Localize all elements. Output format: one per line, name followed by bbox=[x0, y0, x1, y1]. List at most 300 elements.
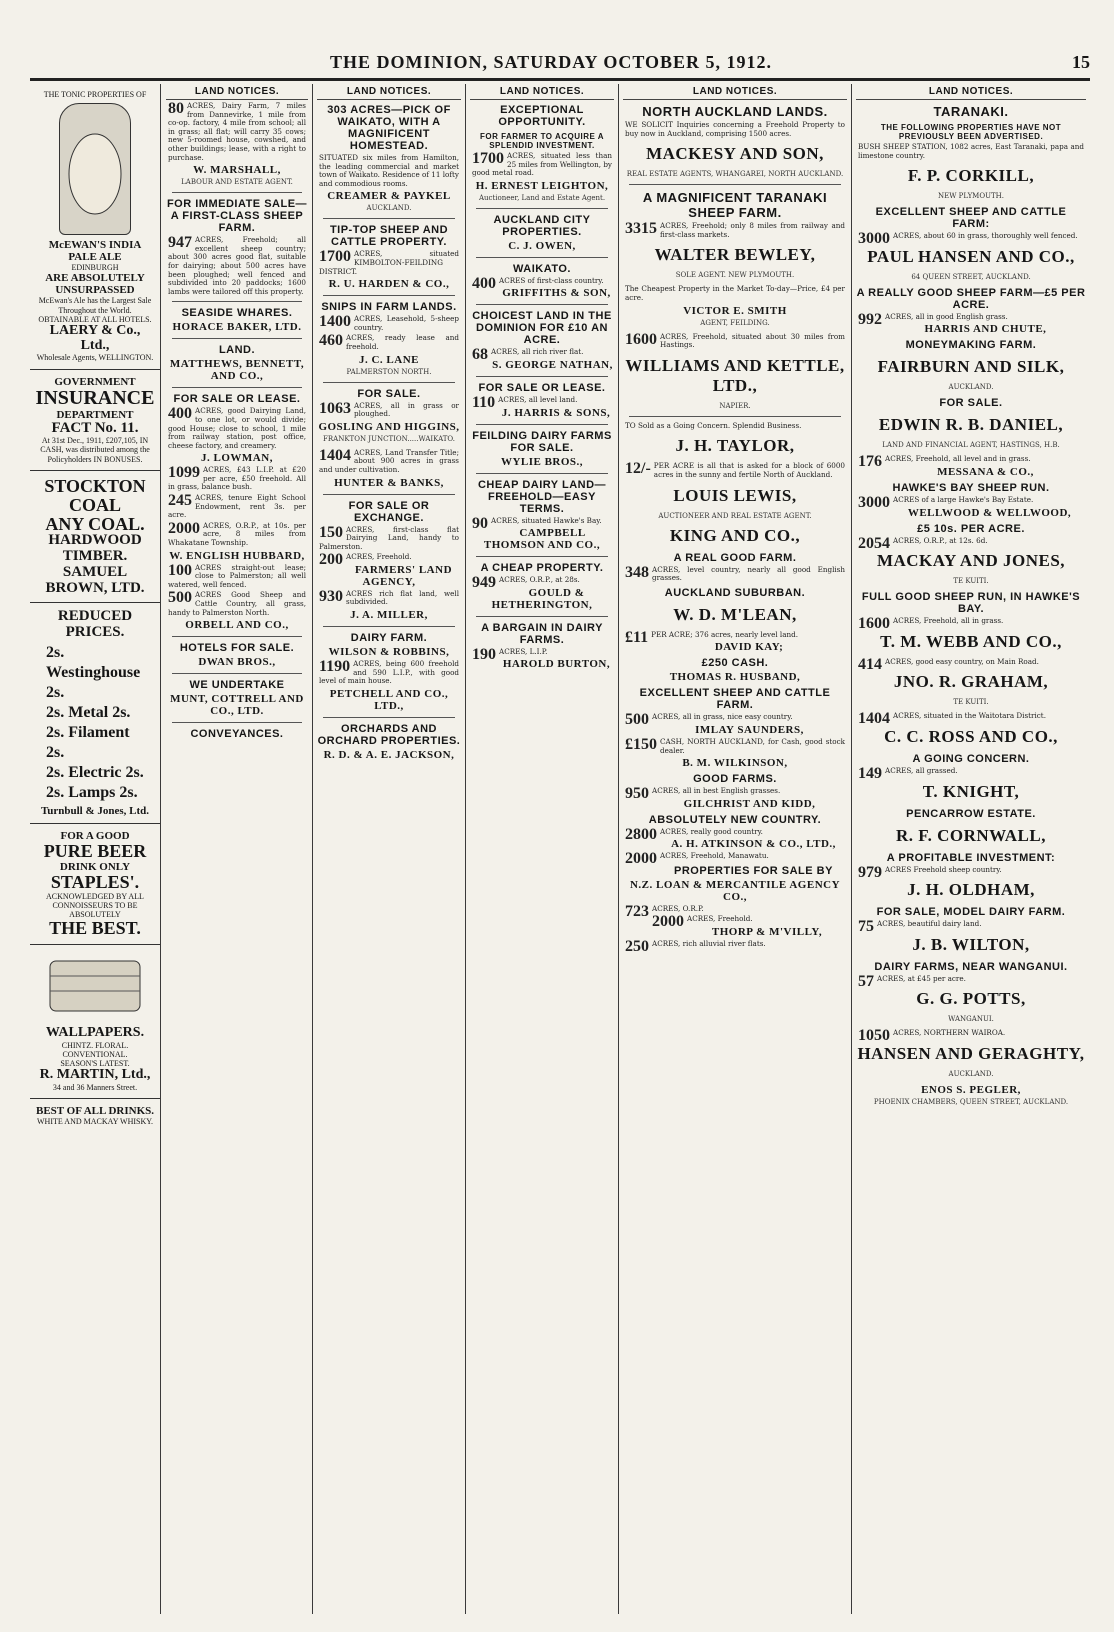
section-heading: FOR SALE. bbox=[357, 387, 421, 400]
listing-acreage: 245 bbox=[168, 492, 192, 510]
listing bbox=[472, 574, 612, 592]
listing bbox=[319, 399, 459, 419]
agent-name: J. H. TAYLOR, bbox=[675, 436, 795, 456]
agent-name: J. LOWMAN, bbox=[201, 452, 273, 465]
lamps-price-item: 2s. Lamps 2s. bbox=[46, 783, 138, 801]
agent-name: S. GEORGE NATHAN, bbox=[492, 358, 613, 371]
listing-text: ACRES, good easy country, on Main Road. bbox=[885, 656, 1039, 666]
section-heading: HAWKE'S BAY SHEEP RUN. bbox=[892, 481, 1050, 494]
agent-name: DAVID KAY; bbox=[714, 641, 784, 654]
listing-text: WE SOLICIT Inquiries concerning a Freehold Property to buy now in Auckland, comprising 1500 acres. bbox=[625, 120, 845, 138]
agent-name: THORP & M'VILLY, bbox=[711, 926, 823, 939]
listing-text: ACRES, NORTHERN WAIROA. bbox=[893, 1028, 1006, 1038]
divider bbox=[476, 208, 608, 209]
agent-name: N.Z. LOAN & MERCANTILE AGENCY CO., bbox=[629, 878, 841, 903]
listing bbox=[625, 628, 845, 646]
listing-acreage: 12/- bbox=[625, 460, 651, 478]
listing bbox=[625, 563, 845, 583]
listing-acreage: 2000 bbox=[652, 913, 684, 931]
agent-name: GILCHRIST AND KIDD, bbox=[683, 797, 816, 810]
section-heading: MONEYMAKING FARM. bbox=[905, 339, 1037, 352]
section-heading: A MAGNIFICENT TARANAKI SHEEP FARM. bbox=[642, 190, 828, 221]
listing bbox=[625, 938, 845, 956]
listing bbox=[858, 863, 1084, 881]
listing-text: ACRES, all in grass, nice easy country. bbox=[652, 712, 793, 722]
listing bbox=[858, 972, 1084, 990]
listing-acreage: 90 bbox=[472, 514, 488, 532]
listing-text: ACRES, level country, nearly all good English grasses. bbox=[652, 564, 845, 583]
land-notices-column-6 bbox=[852, 84, 1090, 1614]
listing-text: CASH, NORTH AUCKLAND, for Cash, good stock dealer. bbox=[660, 736, 845, 755]
listing bbox=[472, 152, 612, 178]
agent-subtitle: AUCTIONEER AND REAL ESTATE AGENT. bbox=[658, 511, 812, 520]
agent-name: H. ERNEST LEIGHTON, bbox=[475, 179, 609, 192]
listing-acreage: 1600 bbox=[625, 330, 657, 348]
listing-acreage: 250 bbox=[625, 938, 649, 956]
agent-name: J. H. OLDHAM, bbox=[907, 880, 1035, 900]
listing-text: ACRES, L.I.P. bbox=[499, 646, 548, 656]
lamps-price-item: 2s. Westinghouse 2s. bbox=[46, 643, 141, 701]
section-heading: GOOD FARMS. bbox=[693, 773, 777, 786]
agent-name: ENOS S. PEGLER, bbox=[921, 1083, 1021, 1096]
listing-acreage: 930 bbox=[319, 587, 343, 605]
listing bbox=[319, 523, 459, 552]
agent-name: HANSEN AND GERAGHTY, bbox=[857, 1043, 1085, 1063]
agent-name: WILLIAMS AND KETTLE, LTD., bbox=[625, 355, 845, 395]
listing-acreage: 992 bbox=[858, 310, 882, 328]
agent-name: EDWIN R. B. DANIEL, bbox=[878, 415, 1064, 435]
wallpaper-season: SEASON'S LATEST. bbox=[60, 1059, 130, 1069]
coal-line-3: HARDWOOD TIMBER. bbox=[48, 532, 142, 565]
listing-acreage: 979 bbox=[858, 863, 882, 881]
listing-acreage: 950 bbox=[625, 785, 649, 803]
listing-text: SITUATED six miles from Hamilton, the leading commercial and market town of Waikato. Residence of 11 lofty and commodious rooms. bbox=[319, 153, 459, 188]
listing-acreage: 2000 bbox=[625, 850, 657, 868]
listing-text: ACRES, being 600 freehold and 590 L.I.P., with good level of main house. bbox=[319, 659, 459, 686]
listing-text: ACRES, Freehold, situated about 30 miles from Hastings. bbox=[660, 331, 845, 350]
divider bbox=[629, 416, 841, 417]
listing-text: TO Sold as a Going Concern. Splendid Business. bbox=[625, 420, 802, 430]
listing-text: ACRES, beautiful dairy land. bbox=[877, 919, 982, 929]
listing-text: ACRES, really good country. bbox=[660, 826, 763, 836]
drinks-line: WHITE AND MACKAY WHISKY. bbox=[36, 1117, 153, 1127]
listing bbox=[168, 407, 306, 450]
listing-acreage: 2054 bbox=[858, 534, 890, 552]
divider bbox=[476, 304, 608, 305]
section-heading: DAIRY FARM. bbox=[350, 632, 428, 645]
agent-name: HARRIS AND CHUTE, bbox=[924, 323, 1047, 336]
agent-name: T. KNIGHT, bbox=[922, 781, 1020, 801]
listing-acreage: 1400 bbox=[319, 313, 351, 331]
section-heading: TIP-TOP SHEEP AND CATTLE PROPERTY. bbox=[329, 224, 449, 249]
listing bbox=[858, 534, 1084, 552]
section-heading: FOR SALE OR EXCHANGE. bbox=[348, 499, 430, 524]
divider bbox=[172, 338, 302, 339]
column-heading: LAND NOTICES. bbox=[856, 84, 1086, 100]
listing-text: ACRES, all rich river flat. bbox=[491, 347, 584, 357]
divider bbox=[172, 301, 302, 302]
section-heading: 303 ACRES—PICK OF WAIKATO, WITH A MAGNIFICENT HOMESTEAD. bbox=[327, 104, 451, 152]
listing-text: ACRES, all in grass or ploughed. bbox=[354, 400, 459, 419]
listing bbox=[858, 493, 1084, 511]
listing bbox=[319, 315, 459, 332]
section-heading: A PROFITABLE INVESTMENT: bbox=[886, 851, 1056, 864]
beer-line-5: ACKNOWLEDGED BY ALL CONNOISSEURS TO BE ABSOLUTELY bbox=[46, 891, 144, 920]
listing-acreage: 1063 bbox=[319, 399, 351, 417]
divider bbox=[172, 387, 302, 388]
agent-name: G. G. POTTS, bbox=[916, 989, 1026, 1009]
listing bbox=[858, 230, 1084, 248]
divider bbox=[323, 626, 455, 627]
bottle-label-svg bbox=[60, 104, 130, 234]
ale-name: McEWAN'S INDIA PALE ALE bbox=[48, 239, 142, 264]
listing-text: ACRES Good Sheep and Cattle Country, all grass, handy to Palmerston North. bbox=[168, 590, 306, 617]
listing bbox=[625, 913, 845, 931]
section-subheading: FOR FARMER TO ACQUIRE A SPLENDID INVESTMENT. bbox=[479, 132, 605, 150]
listing bbox=[625, 222, 845, 239]
listing bbox=[858, 1027, 1084, 1045]
listing-acreage: 80 bbox=[168, 100, 184, 117]
section-heading: CHEAP DAIRY LAND—FREEHOLD—EASY TERMS. bbox=[477, 478, 607, 515]
listing-text: ACRES, about 60 in grass, thoroughly well fenced. bbox=[893, 231, 1078, 241]
section-heading: FULL GOOD SHEEP RUN, IN HAWKE'S BAY. bbox=[861, 591, 1081, 616]
divider bbox=[476, 376, 608, 377]
listing-acreage: 500 bbox=[168, 589, 192, 607]
listing bbox=[168, 236, 306, 296]
section-heading: FEILDING DAIRY FARMS FOR SALE. bbox=[472, 429, 612, 454]
beer-ad bbox=[30, 824, 160, 945]
section-heading: HOTELS FOR SALE. bbox=[179, 642, 295, 655]
listing-acreage: 500 bbox=[625, 711, 649, 729]
listing-text: ACRES, Freehold. bbox=[687, 914, 753, 924]
section-heading: SNIPS IN FARM LANDS. bbox=[321, 301, 457, 314]
beer-line-2: PURE BEER bbox=[43, 840, 147, 861]
listing-acreage: 149 bbox=[858, 764, 882, 782]
listing-text: BUSH SHEEP STATION, 1082 acres, East Taranaki, papa and limestone country. bbox=[858, 142, 1084, 160]
section-heading: FOR SALE. bbox=[939, 397, 1003, 410]
drinks-ad bbox=[30, 1099, 160, 1132]
section-heading: SEASIDE WHARES. bbox=[181, 307, 293, 320]
listing-acreage: 460 bbox=[319, 332, 343, 350]
agent-name: KING AND CO., bbox=[669, 525, 801, 545]
land-notices-column-4 bbox=[466, 84, 619, 1614]
section-heading: CHOICEST LAND IN THE DOMINION FOR £10 AN ACRE. bbox=[472, 310, 612, 347]
agent-name: F. P. CORKILL, bbox=[907, 166, 1035, 186]
agent-subtitle: AGENT, FEILDING. bbox=[700, 318, 770, 327]
listing-text: The Cheapest Property in the Market To-day—Price, £4 per acre. bbox=[625, 284, 845, 302]
listing-text: ACRES, Freehold, all in grass. bbox=[893, 616, 1004, 626]
agent-name: FARMERS' LAND AGENCY, bbox=[354, 563, 453, 588]
listing-text: PER ACRE; 376 acres, nearly level land. bbox=[651, 629, 799, 639]
agent-subtitle: AUCKLAND. bbox=[948, 383, 994, 392]
listing bbox=[625, 330, 845, 350]
listing bbox=[625, 735, 845, 755]
listing-acreage: 400 bbox=[168, 405, 192, 423]
listing-acreage: 1404 bbox=[319, 446, 351, 464]
agent-name: THOMAS R. HUSBAND, bbox=[669, 671, 801, 684]
agent-name: MACKAY AND JONES, bbox=[876, 551, 1066, 571]
lamps-agent: Turnbull & Jones, Ltd. bbox=[40, 804, 150, 817]
lamps-price-item: 2s. Filament 2s. bbox=[46, 723, 130, 761]
divider bbox=[172, 673, 302, 674]
listing bbox=[858, 764, 1084, 782]
section-heading: A CHEAP PROPERTY. bbox=[480, 562, 604, 575]
beer-line-3: DRINK ONLY bbox=[59, 860, 131, 873]
beer-line-6: THE BEST. bbox=[49, 918, 141, 939]
listing bbox=[472, 645, 612, 663]
agent-subtitle: FRANKTON JUNCTION.....WAIKATO. bbox=[323, 434, 455, 443]
divider bbox=[476, 424, 608, 425]
agent-subtitle: Auctioneer, Land and Estate Agent. bbox=[478, 193, 606, 202]
listing-text: ACRES, Freehold, Manawatu. bbox=[660, 851, 769, 861]
divider bbox=[323, 218, 455, 219]
section-heading: AUCKLAND CITY PROPERTIES. bbox=[493, 213, 591, 238]
agent-subtitle: AUCKLAND. bbox=[366, 204, 412, 213]
ale-banner: THE TONIC PROPERTIES OF bbox=[43, 90, 147, 99]
divider bbox=[476, 473, 608, 474]
agent-name: PETCHELL AND CO., LTD., bbox=[329, 687, 449, 712]
divider bbox=[323, 494, 455, 495]
section-heading: ABSOLUTELY NEW COUNTRY. bbox=[648, 813, 822, 826]
agent-subtitle: WANGANUI. bbox=[948, 1015, 994, 1024]
section-heading: PROPERTIES FOR SALE BY bbox=[674, 864, 833, 877]
listing bbox=[168, 494, 306, 520]
section-heading: A REAL GOOD FARM. bbox=[673, 551, 797, 564]
agent-name: WALTER BEWLEY, bbox=[654, 245, 816, 265]
agent-subtitle: SOLE AGENT. NEW PLYMOUTH. bbox=[675, 271, 795, 280]
ale-bottle-illustration bbox=[59, 103, 131, 235]
ale-text: McEwan's Ale has the Largest Sale Throughout the World. bbox=[38, 296, 152, 315]
wallpaper-agent: R. MARTIN, Ltd., bbox=[39, 1067, 151, 1083]
listing-acreage: 200 bbox=[319, 551, 343, 569]
section-heading: WE UNDERTAKE bbox=[189, 679, 285, 692]
agent-subtitle: LABOUR AND ESTATE AGENT. bbox=[181, 178, 293, 187]
listing bbox=[625, 462, 845, 479]
agent-name: J. B. WILTON, bbox=[912, 934, 1030, 954]
listing-acreage: 1700 bbox=[319, 248, 351, 266]
listing-acreage: 68 bbox=[472, 346, 488, 364]
section-heading: NORTH AUCKLAND LANDS. bbox=[642, 104, 828, 119]
agent-subtitle: NAPIER. bbox=[719, 401, 751, 410]
listing bbox=[858, 453, 1084, 471]
listing-text: ACRES, Freehold; all excellent sheep country; about 300 acres good flat, suitable for dairying; about 500 acres have been ploughed; well fenced and subdivided into 20 paddocks; 1600 lambs were tailored off this property. bbox=[168, 235, 306, 296]
listing bbox=[858, 615, 1084, 633]
listing-text: ACRES, Land Transfer Title; about 900 acres in grass and under cultivation. bbox=[319, 447, 459, 474]
listing bbox=[858, 918, 1084, 936]
listing-acreage: 100 bbox=[168, 561, 192, 579]
agent-name: HORACE BAKER, LTD. bbox=[172, 321, 302, 334]
listing-text: ACRES, all in best English grasses. bbox=[652, 786, 781, 796]
agent-name: LOUIS LEWIS, bbox=[673, 485, 797, 505]
agent-name: W. ENGLISH HUBBARD, bbox=[169, 549, 305, 562]
section-heading: PENCARROW ESTATE. bbox=[906, 807, 1036, 820]
lamps-price-list bbox=[34, 641, 156, 805]
listing bbox=[472, 514, 612, 532]
listing-acreage: 1099 bbox=[168, 464, 200, 482]
section-heading: A REALLY GOOD SHEEP FARM—£5 PER ACRE. bbox=[856, 286, 1086, 311]
listing bbox=[858, 310, 1084, 328]
column-heading: LAND NOTICES. bbox=[317, 84, 461, 100]
divider bbox=[476, 257, 608, 258]
agent-name: VICTOR E. SMITH bbox=[683, 304, 787, 317]
listing-text: ACRES, situated KIMBOLTON-FEILDING DISTRICT. bbox=[319, 249, 459, 276]
divider bbox=[172, 192, 302, 193]
section-heading: WAIKATO. bbox=[513, 262, 571, 275]
agent-name: CAMPBELL THOMSON AND CO., bbox=[483, 527, 601, 552]
listing-text: ACRES, £43 L.I.P. at £20 per acre, £50 freehold. All in grass, balance bush. bbox=[168, 465, 306, 492]
listing bbox=[319, 334, 459, 351]
masthead bbox=[30, 52, 1090, 80]
agent-name: MESSANA & CO., bbox=[937, 465, 1034, 478]
agent-name: MATTHEWS, BENNETT, AND CO., bbox=[169, 358, 305, 383]
wallpaper-roll-illustration bbox=[40, 951, 150, 1021]
listing bbox=[319, 660, 459, 686]
listing-text: ACRES, ready lease and freehold. bbox=[346, 333, 459, 351]
section-heading: ORCHARDS AND ORCHARD PROPERTIES. bbox=[317, 722, 461, 747]
agent-name: W. MARSHALL, bbox=[193, 164, 281, 177]
lamps-price-item: 2s. Metal 2s. bbox=[46, 703, 131, 721]
listing bbox=[625, 785, 845, 803]
listing-acreage: 949 bbox=[472, 574, 496, 592]
listing-acreage: 723 bbox=[625, 902, 649, 920]
agent-name: MACKESY AND SON, bbox=[646, 144, 824, 164]
listing bbox=[319, 250, 459, 276]
listing-acreage: 3000 bbox=[858, 230, 890, 248]
divider bbox=[629, 184, 841, 185]
listing bbox=[625, 825, 845, 843]
ale-city: EDINBURGH bbox=[71, 263, 119, 273]
listing-text: ACRES, O.R.P., at 10s. per acre, 8 miles from Whakatane Township. bbox=[168, 520, 306, 548]
lamps-title: REDUCED PRICES. bbox=[57, 608, 133, 641]
listing bbox=[168, 466, 306, 492]
listing-text: ACRES Freehold sheep country. bbox=[885, 864, 1002, 874]
divider bbox=[172, 722, 302, 723]
ale-stock: OBTAINABLE AT ALL HOTELS. bbox=[38, 314, 152, 324]
listing-text: ACRES, Leasehold, 5-sheep country. bbox=[354, 314, 459, 332]
agent-name: HAROLD BURTON, bbox=[502, 658, 611, 671]
lamps-ad bbox=[30, 603, 160, 824]
wallpaper-title: WALLPAPERS. bbox=[45, 1025, 145, 1041]
section-heading: DAIRY FARMS, NEAR WANGANUI. bbox=[874, 960, 1068, 973]
section-heading: AUCKLAND SUBURBAN. bbox=[664, 586, 806, 599]
beer-line-4: STAPLES'. bbox=[50, 871, 140, 892]
listing-text: PER ACRE is all that is asked for a block of 6000 acres in the sunny and fertile North of Auckland. bbox=[653, 461, 845, 479]
listing-acreage: £11 bbox=[625, 628, 649, 646]
column-heading: LAND NOTICES. bbox=[166, 84, 308, 100]
listing bbox=[625, 711, 845, 729]
agent-name: W. D. M'LEAN, bbox=[673, 604, 797, 624]
listing-acreage: 75 bbox=[858, 918, 874, 936]
agent-name: FAIRBURN AND SILK, bbox=[877, 357, 1065, 377]
listing-acreage: 3000 bbox=[858, 493, 890, 511]
ale-agent-sub: Wholesale Agents, WELLINGTON. bbox=[36, 353, 154, 363]
agent-name: HUNTER & BANKS, bbox=[334, 476, 444, 489]
listing-acreage: 2000 bbox=[168, 519, 200, 537]
agent-name: GRIFFITHS & SON, bbox=[502, 287, 611, 300]
listing-acreage: 1050 bbox=[858, 1027, 890, 1045]
section-heading: EXCELLENT SHEEP AND CATTLE FARM: bbox=[875, 206, 1067, 231]
agent-subtitle: TE KUITI. bbox=[953, 698, 989, 707]
coal-ad bbox=[30, 471, 160, 604]
section-heading: A GOING CONCERN. bbox=[912, 752, 1030, 765]
divider bbox=[476, 616, 608, 617]
section-heading: FOR SALE OR LEASE. bbox=[478, 381, 606, 394]
agent-name: GOSLING AND HIGGINS, bbox=[318, 420, 460, 433]
divider bbox=[323, 717, 455, 718]
section-heading: FOR SALE, MODEL DAIRY FARM. bbox=[876, 906, 1066, 919]
section-heading: EXCEPTIONAL OPPORTUNITY. bbox=[498, 104, 586, 128]
agent-name: ORBELL AND CO., bbox=[185, 619, 289, 632]
agent-name: R. F. CORNWALL, bbox=[896, 825, 1046, 845]
agent-subtitle: PHOENIX CHAMBERS, QUEEN STREET, AUCKLAND. bbox=[873, 1097, 1069, 1106]
land-notices-column-5 bbox=[619, 84, 852, 1614]
section-heading: £5 10s. PER ACRE. bbox=[917, 522, 1025, 535]
agent-subtitle: AUCKLAND. bbox=[948, 1069, 994, 1078]
land-notices-column-2 bbox=[162, 84, 313, 1614]
listing-acreage: 3315 bbox=[625, 220, 657, 238]
listing bbox=[168, 561, 306, 590]
listing-text: ACRES, all level land. bbox=[498, 394, 578, 404]
insurance-fact: FACT No. 11. bbox=[51, 419, 139, 436]
agent-name: WYLIE BROS., bbox=[500, 455, 584, 468]
section-heading: £250 CASH. bbox=[701, 657, 769, 670]
listing-text: ACRES, Freehold; only 8 miles from railway and first-class markets. bbox=[660, 221, 845, 239]
agent-subtitle: REAL ESTATE AGENTS, WHANGAREI, NORTH AUCKLAND. bbox=[626, 170, 844, 179]
agent-subtitle: LAND AND FINANCIAL AGENT, HASTINGS, H.B. bbox=[882, 441, 1060, 450]
section-heading: CONVEYANCES. bbox=[190, 728, 284, 741]
listing bbox=[319, 446, 459, 475]
listing-acreage: 57 bbox=[858, 972, 874, 990]
listing-acreage: £150 bbox=[625, 735, 657, 753]
listing-text: ACRES, situated Hawke's Bay. bbox=[491, 515, 602, 525]
listing bbox=[319, 587, 459, 607]
agent-name: DWAN BROS., bbox=[198, 656, 276, 669]
listing-text: ACRES, Freehold. bbox=[346, 552, 412, 562]
listing-acreage: 176 bbox=[858, 453, 882, 471]
listing-text: ACRES, at £45 per acre. bbox=[877, 973, 966, 983]
agent-name: C. C. ROSS AND CO., bbox=[884, 726, 1058, 746]
lamps-price-item: 2s. Electric 2s. bbox=[46, 763, 144, 781]
section-heading: TARANAKI. bbox=[933, 104, 1009, 119]
newspaper-title: THE DOMINION, SATURDAY OCTOBER 5, 1912. bbox=[330, 52, 773, 72]
section-heading: FOR IMMEDIATE SALE—A FIRST-CLASS SHEEP FARM. bbox=[166, 198, 308, 235]
listing-acreage: 1700 bbox=[472, 150, 504, 167]
section-subheading: THE FOLLOWING PROPERTIES HAVE NOT PREVIOUSLY BEEN ADVERTISED. bbox=[880, 123, 1062, 141]
listing-acreage: 947 bbox=[168, 234, 192, 252]
listing-acreage: 1190 bbox=[319, 658, 351, 676]
drinks-title: BEST OF ALL DRINKS. bbox=[36, 1105, 154, 1118]
listing-acreage: 348 bbox=[625, 563, 649, 581]
listing-text: ACRES straight-out lease; close to Palmerston; all well watered, well fenced. bbox=[168, 562, 306, 589]
ale-claim: ARE ABSOLUTELY UNSURPASSED bbox=[45, 272, 145, 297]
listing-text: ACRES, all grassed. bbox=[885, 765, 958, 775]
insurance-fact-text: At 31st Dec., 1911, £207,105, IN CASH, was distributed among the Policyholders IN BONUSES. bbox=[40, 436, 150, 464]
agent-subtitle: TE KUITI. bbox=[953, 577, 989, 586]
column-heading: LAND NOTICES. bbox=[470, 84, 614, 100]
listing bbox=[319, 551, 459, 569]
listing-text: ACRES, Freehold, all level and in grass. bbox=[885, 454, 1031, 464]
insurance-ad bbox=[30, 370, 160, 471]
section-heading: A BARGAIN IN DAIRY FARMS. bbox=[481, 621, 603, 646]
listing bbox=[858, 710, 1084, 728]
insurance-line-1: GOVERNMENT bbox=[54, 375, 136, 388]
agent-name: C. J. OWEN, bbox=[508, 239, 576, 252]
listing-text: ACRES of first-class country. bbox=[499, 275, 604, 285]
listing bbox=[472, 346, 612, 364]
agent-name: B. M. WILKINSON, bbox=[682, 757, 788, 770]
listing-acreage: 1600 bbox=[858, 615, 890, 633]
section-heading: EXCELLENT SHEEP AND CATTLE FARM. bbox=[639, 687, 831, 712]
